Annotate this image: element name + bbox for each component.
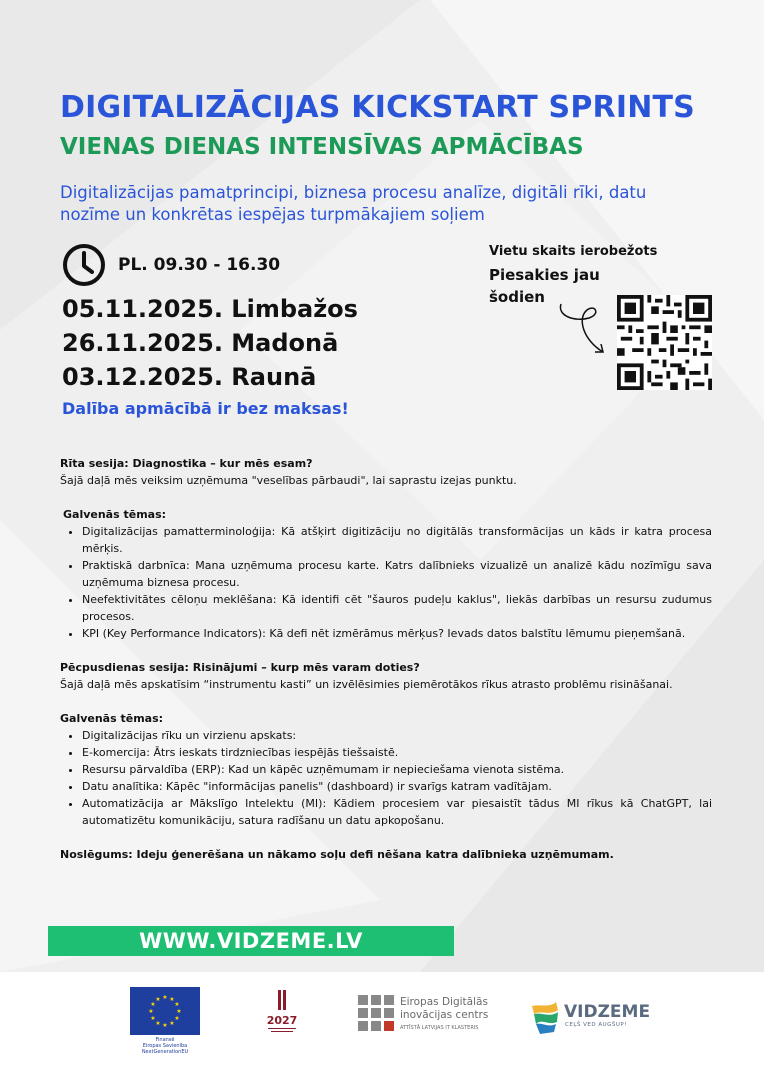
morning-topics-heading: Galvenās tēmas: xyxy=(63,508,167,521)
edih-subtitle: ATTĪSTĀ LATVIJAS IT KLASTERIS xyxy=(400,1025,479,1031)
apply-today-label: Piesakies jau šodien xyxy=(489,266,600,306)
edih-name-line: Eiropas Digitālās xyxy=(400,996,488,1008)
list-item: • Datu analītika: Kāpēc "informācijas panelis" (dashboard) ir svarīgs katram vadītājam. xyxy=(82,778,712,795)
list-item: • Praktiskā darbnīca: Mana uzņēmuma procesu karte. Katrs dalībnieks vizualizē un analizē kādu nozīmīgu sava uzņēmuma biznesa procesu. xyxy=(82,557,712,591)
svg-text:★: ★ xyxy=(176,1008,182,1015)
list-item: • Digitalizācijas pamatterminoloģija: Kā atšķirt digitizāciju no digitālās transformācijas un kāds ir katra procesa mērķis. xyxy=(82,523,712,557)
date-item: 05.11.2025. Limbažos xyxy=(62,295,358,323)
program-content xyxy=(60,455,712,863)
svg-text:★: ★ xyxy=(148,1008,154,1015)
morning-topic-list xyxy=(60,523,712,642)
list-item: • E-komercija: Ātrs ieskats tirdzniecības iespējās tiešsaistē. xyxy=(82,744,712,761)
eu-caption xyxy=(130,1037,200,1055)
afternoon-session-intro: Šajā daļā mēs apskatīsim “instrumentu kasti” un izvēlēsimies piemērotākos rīkus atrasto problēmu risināšanai. xyxy=(60,678,673,691)
free-participation-note: Dalība apmācībā ir bez maksas! xyxy=(62,399,349,418)
edih-logo-icon xyxy=(358,995,394,1031)
eu-caption-line: Eiropas Savienība xyxy=(142,1043,188,1049)
limited-seats-label: Vietu skaits ierobežots xyxy=(489,244,658,259)
vidzeme-name: VIDZEME xyxy=(564,1002,651,1022)
date-item: 26.11.2025. Madonā xyxy=(62,329,339,357)
svg-text:★: ★ xyxy=(150,1015,156,1022)
closing-statement: Noslēgums: Ideju ģenerēšana un nākamo soļu defi nēšana katra dalībnieka uzņēmumam. xyxy=(60,848,614,861)
session-time: PL. 09.30 - 16.30 xyxy=(118,255,281,275)
eu-flag-icon xyxy=(130,987,200,1035)
list-item: • Automatizācija ar Mākslīgo Intelektu (MI): Kādiem procesiem var piesaistīt tādus MI rīkus kā ChatGPT, lai automatizētu komunikāciju, satura radīšanu un datu apkopošanu. xyxy=(82,795,712,829)
date-item: 03.12.2025. Raunā xyxy=(62,363,317,391)
svg-text:★: ★ xyxy=(162,1022,168,1029)
svg-text:★: ★ xyxy=(155,1020,161,1027)
svg-text:★: ★ xyxy=(174,1015,180,1022)
edih-name-line: inovācijas centrs xyxy=(400,1009,489,1021)
vidzeme-logo-icon xyxy=(530,1000,560,1034)
svg-text:★: ★ xyxy=(169,1020,175,1027)
website-link[interactable]: WWW.VIDZEME.LV xyxy=(48,926,454,956)
eu-caption-line: NextGenerationEU xyxy=(141,1049,189,1055)
svg-text:★: ★ xyxy=(150,1001,156,1008)
edih-name xyxy=(400,996,488,1022)
list-item: • Digitalizācijas rīku un virzienu apskats: xyxy=(82,727,712,744)
date-list xyxy=(62,292,358,394)
morning-session-intro: Šajā daļā mēs veiksim uzņēmuma "veselības pārbaudi", lai saprastu izejas punktu. xyxy=(60,474,517,487)
list-item: • Resursu pārvaldība (ERP): Kad un kāpēc uzņēmumam ir nepieciešama vienota sistēma. xyxy=(82,761,712,778)
svg-text:★: ★ xyxy=(155,996,161,1003)
course-description: Digitalizācijas pamatprincipi, biznesa procesu analīze, digitāli rīki, datu nozīme un konkrētas iespējas turpmākajiem soļiem xyxy=(60,183,647,224)
eu-caption-line: Finansē xyxy=(155,1037,175,1043)
afternoon-topics-heading: Galvenās tēmas: xyxy=(60,712,164,725)
vidzeme-slogan: CEĻŠ VED AUGŠUP! xyxy=(565,1022,627,1028)
clock-icon xyxy=(62,243,106,287)
main-title: DIGITALIZĀCIJAS KICKSTART SPRINTS xyxy=(60,90,695,125)
latvia-2027-logo xyxy=(262,988,302,1038)
curly-arrow-icon xyxy=(555,300,615,358)
logo-year: 2027 xyxy=(266,1014,298,1027)
afternoon-topic-list xyxy=(60,727,712,829)
list-item: • KPI (Key Performance Indicators): Kā defi nēt izmērāmus mērķus? Ievads datos balstītu lēmumu pieņemšanā. xyxy=(82,625,712,642)
svg-text:★: ★ xyxy=(174,1001,180,1008)
svg-text:★: ★ xyxy=(162,994,168,1001)
svg-text:★: ★ xyxy=(169,996,175,1003)
secondary-title: VIENAS DIENAS INTENSĪVAS APMĀCĪBAS xyxy=(60,134,584,160)
list-item: • Neefektivitātes cēloņu meklēšana: Kā identifi cēt "šauros pudeļu kaklus", liekās darbības un resursu zudumus procesos. xyxy=(82,591,712,625)
afternoon-session-heading: Pēcpusdienas sesija: Risinājumi – kurp mēs varam doties? xyxy=(60,661,420,674)
qr-code[interactable] xyxy=(617,295,712,390)
morning-session-heading: Rīta sesija: Diagnostika – kur mēs esam? xyxy=(60,457,313,470)
